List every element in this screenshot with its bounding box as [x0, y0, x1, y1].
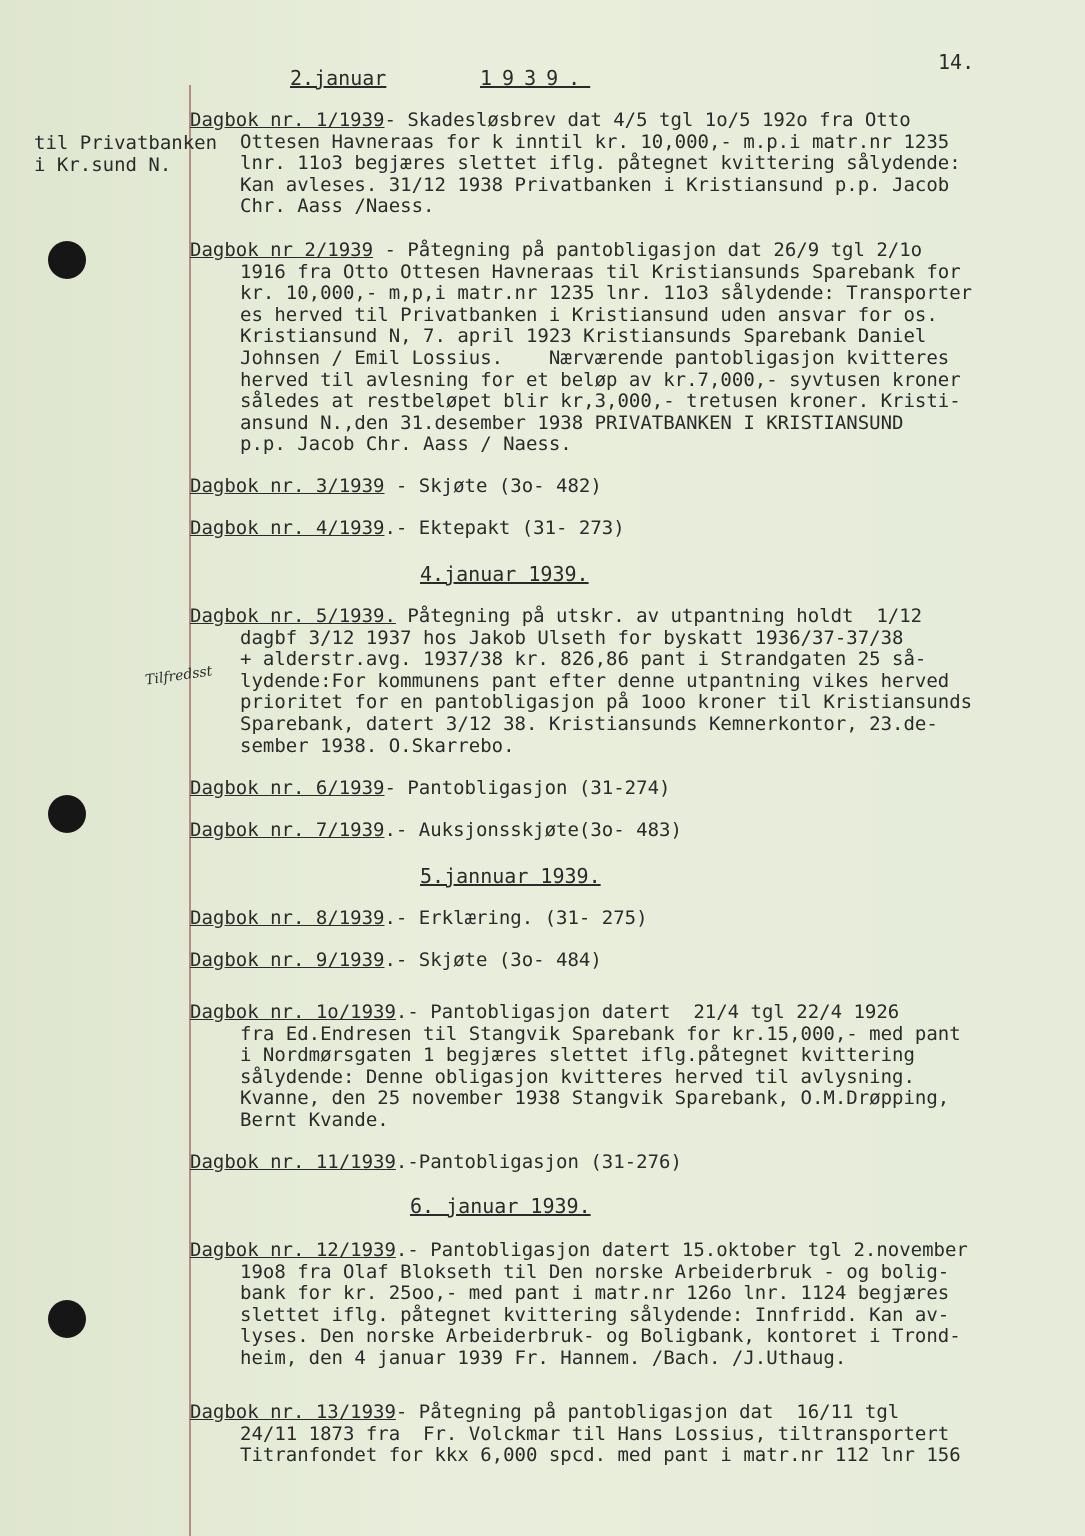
journal-entry	[190, 518, 1065, 540]
entry-line	[190, 1088, 1065, 1110]
entry-text: - Skadesløsbrev dat 4/5 tgl 1o/5 192o fra Otto	[384, 109, 911, 131]
entry-text: lydende:For kommunens pant efter denne utpantning vikes herved	[240, 669, 950, 692]
entry-text: - Pantobligasjon (31-274)	[384, 777, 671, 799]
entry-text: bank for kr. 25oo,- med pant i matr.nr 126o lnr. 1124 begjæres	[240, 1282, 950, 1305]
entry-text: - Påtegning på pantobligasjon dat 26/9 tgl 2/1o	[373, 239, 923, 261]
journal-entry	[190, 240, 1065, 456]
dagbok-number: Dagbok nr. 4/1939	[190, 517, 385, 539]
margin-note: til Privatbanken i Kr.sund N.	[34, 132, 218, 176]
dagbok-number: Dagbok nr. 1o/1939	[190, 1001, 396, 1023]
punch-hole-icon	[48, 1300, 86, 1338]
entry-first-line	[190, 820, 1065, 842]
entry-line	[190, 714, 1065, 736]
dagbok-number: Dagbok nr. 9/1939	[190, 949, 385, 971]
entry-text: Sparebank, datert 3/12 38. Kristiansunds Kemnerkontor, 23.de-	[240, 712, 938, 735]
entry-first-line	[190, 518, 1065, 540]
entry-text: - Skjøte (3o- 482)	[384, 475, 602, 497]
entry-line	[190, 283, 1065, 305]
dagbok-number: Dagbok nr. 5/1939.	[190, 605, 396, 627]
date-heading: 6. januar 1939.	[410, 1194, 591, 1218]
entry-line	[190, 1262, 1065, 1284]
entry-first-line	[190, 240, 1065, 262]
journal-entry	[190, 1002, 1065, 1132]
entry-first-line	[190, 1002, 1065, 1024]
entry-line	[190, 1326, 1065, 1348]
dagbok-number: Dagbok nr. 3/1939	[190, 475, 385, 497]
entry-text: sember 1938. O.Skarrebo.	[240, 734, 515, 757]
entry-line	[190, 132, 1065, 154]
dagbok-number: Dagbok nr. 8/1939	[190, 907, 385, 929]
journal-entry	[190, 778, 1065, 800]
entry-line	[190, 736, 1065, 758]
entry-text: 24/11 1873 fra Fr. Volckmar til Hans Lossius, tiltransportert	[240, 1422, 950, 1445]
entry-first-line	[190, 110, 1065, 132]
entry-text: Johnsen / Emil Lossius. Nærværende pantobligasjon kvitteres	[240, 346, 950, 369]
dagbok-number: Dagbok nr. 13/1939	[190, 1401, 396, 1423]
entry-text: heim, den 4 januar 1939 Fr. Hannem. /Bach. /J.Uthaug.	[240, 1346, 847, 1369]
entry-first-line	[190, 476, 1065, 498]
entry-text: Ottesen Havneraas for k inntil kr. 10,000,- m.p.i matr.nr 1235	[240, 130, 950, 153]
entry-line	[190, 348, 1065, 370]
margin-scribble: Tilfredsst	[144, 663, 214, 689]
entry-line	[190, 649, 1065, 671]
entry-text: fra Ed.Endresen til Stangvik Sparebank for kr.15,000,- med pant	[240, 1022, 961, 1045]
journal-entry	[190, 110, 1065, 218]
entry-text: dagbf 3/12 1937 hos Jakob Ulseth for byskatt 1936/37-37/38	[240, 626, 904, 649]
entry-text: i Nordmørsgaten 1 begjæres slettet iflg.påtegnet kvittering	[240, 1044, 915, 1067]
entry-line	[190, 434, 1065, 456]
entry-line	[190, 326, 1065, 348]
entry-first-line	[190, 606, 1065, 628]
entry-text: lyses. Den norske Arbeiderbruk- og Boligbank, kontoret i Trond-	[240, 1325, 961, 1348]
entry-text: .- Ektepakt (31- 273)	[384, 517, 625, 539]
entry-text: - Påtegning på pantobligasjon dat 16/11 tgl	[395, 1401, 900, 1423]
punch-hole-icon	[48, 795, 86, 833]
entry-text: .- Pantobligasjon datert 21/4 tgl 22/4 1926	[395, 1001, 900, 1023]
journal-entry	[190, 606, 1065, 757]
entry-text: slettet iflg. påtegnet kvittering sålydende: Innfridd. Kan av-	[240, 1303, 950, 1326]
punch-hole-icon	[48, 241, 86, 279]
dagbok-number: Dagbok nr. 7/1939	[190, 819, 385, 841]
page-number: 14.	[938, 50, 975, 74]
entry-first-line	[190, 778, 1065, 800]
entry-line	[190, 1024, 1065, 1046]
entry-line	[190, 1305, 1065, 1327]
date-heading: 4.januar 1939.	[420, 562, 589, 586]
entry-first-line	[190, 1152, 1065, 1174]
entry-text: .-Pantobligasjon (31-276)	[395, 1151, 682, 1173]
entry-text: .- Skjøte (3o- 484)	[384, 949, 602, 971]
entry-text: Kristiansund N, 7. april 1923 Kristiansunds Sparebank Daniel	[240, 325, 927, 348]
entry-text: således at restbeløpet blir kr,3,000,- tretusen kroner. Kristi-	[240, 390, 961, 413]
entry-text: + alderstr.avg. 1937/38 kr. 826,86 pant i Strandgaten 25 så-	[240, 648, 927, 671]
entry-text: Titranfondet for kkx 6,000 spcd. med pant i matr.nr 112 lnr 156	[240, 1444, 961, 1467]
entry-text: ansund N.,den 31.desember 1938 PRIVATBANKEN I KRISTIANSUND	[240, 411, 904, 434]
entry-first-line	[190, 908, 1065, 930]
entry-text: .- Auksjonsskjøte(3o- 483)	[384, 819, 682, 841]
entry-line	[190, 671, 1065, 693]
entry-line	[190, 196, 1065, 218]
dagbok-number: Dagbok nr 2/1939	[190, 239, 374, 261]
journal-entry	[190, 950, 1065, 972]
date-heading: 2.januar	[290, 66, 387, 90]
journal-entry	[190, 908, 1065, 930]
entry-line	[190, 1067, 1065, 1089]
entry-text: .- Erklæring. (31- 275)	[384, 907, 648, 929]
journal-entry	[190, 820, 1065, 842]
entry-text: Chr. Aass /Naess.	[240, 195, 435, 218]
entry-text: sålydende: Denne obligasjon kvitteres herved til avlysning.	[240, 1065, 915, 1088]
entry-line	[190, 1283, 1065, 1305]
date-heading-year: 1939.	[480, 66, 591, 90]
entry-line	[190, 391, 1065, 413]
entry-line	[190, 175, 1065, 197]
entry-first-line	[190, 1402, 1065, 1424]
entry-text: Påtegning på utskr. av utpantning holdt 1/12	[395, 605, 923, 627]
entry-text: 19o8 fra Olaf Blokseth til Den norske Arbeiderbruk - og bolig-	[240, 1260, 950, 1283]
date-heading: 5.jannuar 1939.	[420, 864, 601, 888]
entry-text: Kvanne, den 25 november 1938 Stangvik Sparebank, O.M.Drøpping,	[240, 1087, 950, 1110]
entry-text: Kan avleses. 31/12 1938 Privatbanken i Kristiansund p.p. Jacob	[240, 173, 950, 196]
entry-first-line	[190, 1240, 1065, 1262]
entry-text: Bernt Kvande.	[240, 1108, 389, 1131]
entry-text: .- Pantobligasjon datert 15.oktober tgl 2.november	[395, 1239, 968, 1261]
entry-line	[190, 370, 1065, 392]
dagbok-number: Dagbok nr. 1/1939	[190, 109, 385, 131]
dagbok-number: Dagbok nr. 6/1939	[190, 777, 385, 799]
entry-line	[190, 1348, 1065, 1370]
entry-line	[190, 1045, 1065, 1067]
entry-line	[190, 305, 1065, 327]
entry-first-line	[190, 950, 1065, 972]
entry-line	[190, 1424, 1065, 1446]
entry-line	[190, 628, 1065, 650]
entry-text: kr. 10,000,- m,p,i matr.nr 1235 lnr. 11o3 sålydende: Transporter	[240, 282, 973, 305]
journal-entry	[190, 1240, 1065, 1370]
entry-line	[190, 413, 1065, 435]
entry-text: 1916 fra Otto Ottesen Havneraas til Kristiansunds Sparebank for	[240, 260, 961, 283]
dagbok-number: Dagbok nr. 12/1939	[190, 1239, 396, 1261]
entry-line	[190, 262, 1065, 284]
entry-line	[190, 1110, 1065, 1132]
journal-entry	[190, 476, 1065, 498]
dagbok-number: Dagbok nr. 11/1939	[190, 1151, 396, 1173]
journal-entry	[190, 1402, 1065, 1467]
journal-entry	[190, 1152, 1065, 1174]
entry-text: lnr. 11o3 begjæres slettet iflg. påtegnet kvittering sålydende:	[240, 152, 961, 175]
entry-line	[190, 1445, 1065, 1467]
entry-text: es herved til Privatbanken i Kristiansund uden ansvar for os.	[240, 303, 938, 326]
entry-text: herved til avlesning for et beløp av kr.7,000,- syvtusen kroner	[240, 368, 961, 391]
entry-text: prioritet for en pantobligasjon på 1ooo kroner til Kristiansunds	[240, 691, 973, 714]
entry-text: p.p. Jacob Chr. Aass / Naess.	[240, 433, 572, 456]
entry-line	[190, 692, 1065, 714]
entry-line	[190, 153, 1065, 175]
